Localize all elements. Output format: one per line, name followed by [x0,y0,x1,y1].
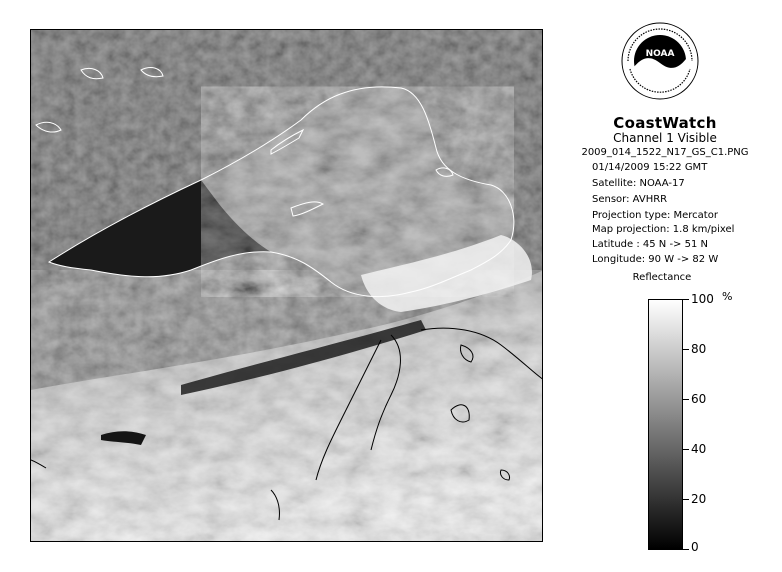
channel-label: Channel 1 Visible [613,131,717,145]
colorbar-tick-label: 80 [691,342,707,356]
satellite-image [30,29,543,542]
legend-unit: % [722,290,733,303]
page-title: CoastWatch [613,114,717,132]
colorbar-tick [683,349,689,350]
noaa-logo-svg [620,17,700,107]
longitude-label: Longitude: 90 W -> 82 W [592,254,719,265]
colorbar-tick-label: 40 [691,442,707,456]
colorbar-tick [683,549,689,550]
noaa-logo-text: NOAA [645,49,675,59]
projection-type-label: Projection type: Mercator [592,210,718,221]
colorbar-tick [683,399,689,400]
datetime-label: 01/14/2009 15:22 GMT [592,162,708,173]
colorbar-tick-label: 100 [691,292,714,306]
satellite-label: Satellite: NOAA-17 [592,178,685,189]
satellite-image-svg [31,30,543,542]
sensor-label: Sensor: AVHRR [592,194,668,205]
colorbar-tick-label: 20 [691,492,707,506]
latitude-label: Latitude : 45 N -> 51 N [592,239,708,250]
colorbar-tick [683,449,689,450]
filename-label: 2009_014_1522_N17_GS_C1.PNG [581,147,749,158]
colorbar-tick-label: 0 [691,540,699,554]
colorbar-tick-label: 60 [691,392,707,406]
noaa-logo [620,17,700,107]
colorbar-tick [683,299,689,300]
reflectance-colorbar [648,299,683,550]
map-projection-label: Map projection: 1.8 km/pixel [592,224,735,235]
colorbar-tick [683,499,689,500]
legend-title: Reflectance [632,272,692,283]
